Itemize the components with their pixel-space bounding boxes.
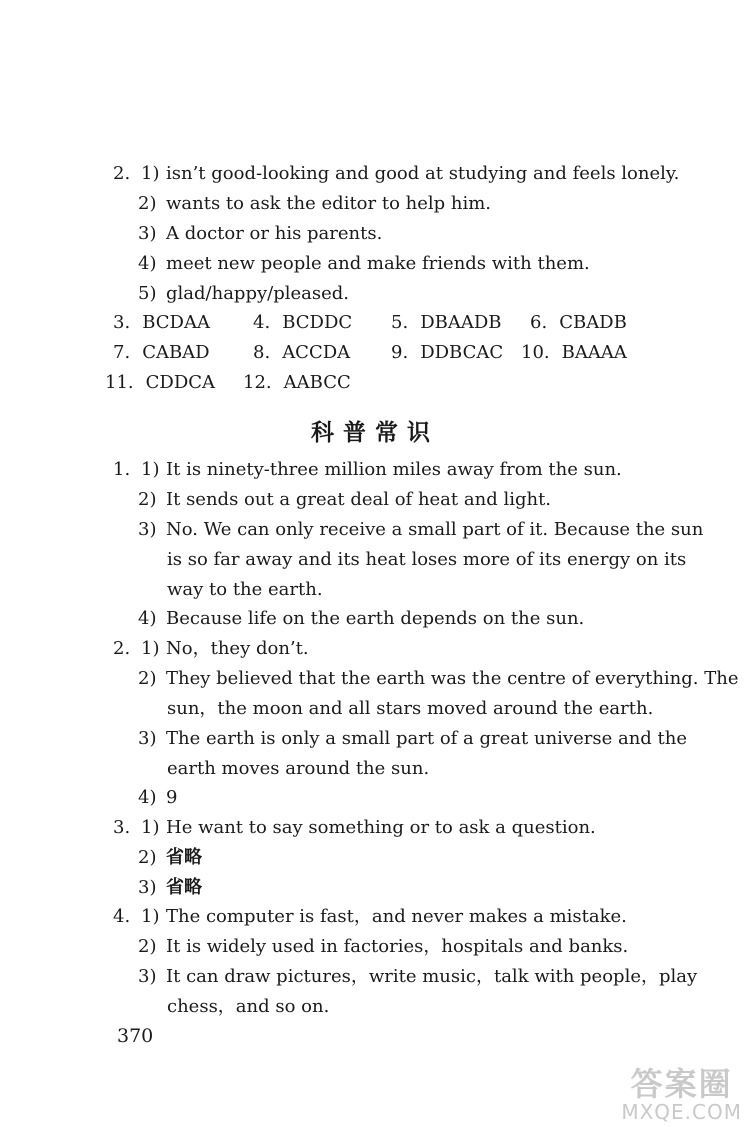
answer-key-item [105,371,215,395]
answer-key-number: 10. [521,342,550,363]
answer-text: They believed that the earth was the centre of everything. The [166,668,739,689]
answer-key-value: ACCDA [282,342,351,363]
answer-key-value: BCDDC [282,312,353,333]
answer-key-value: BAAAA [561,342,627,363]
question-number: 1. [113,459,131,480]
watermark-line2: MXQE.COM [621,1100,742,1124]
page-number: 370 [117,1025,154,1047]
answer-text: It is widely used in factories，hospitals and banks. [166,936,629,957]
answer-key-number: 12. [243,372,272,393]
answer-key-number: 9. [391,342,409,363]
answer-key-value: CABAD [142,342,210,363]
item-label: 3) [138,728,157,749]
answer-key-value: DDBCAC [420,342,504,363]
answer-text: earth moves around the sun. [167,758,430,779]
item-label: 1) [141,906,160,927]
item-label: 3) [138,877,157,898]
answer-text: isn’t good-looking and good at studying and feels lonely. [166,163,680,184]
answer-text: glad/happy/pleased. [166,283,349,304]
answer-text: It can draw pictures，write music，talk with people，play [166,966,698,987]
watermark-logo [621,1067,742,1123]
answer-text: 省略 [166,877,202,898]
answer-text: The earth is only a small part of a great universe and the [166,728,688,749]
item-label: 2) [138,847,157,868]
item-label: 2) [138,489,157,510]
answer-key-number: 8. [253,342,271,363]
answer-key-item [253,341,350,365]
question-number: 2. [113,638,131,659]
answer-text: The computer is fast，and never makes a mistake. [166,906,627,927]
answer-key-value: CBADB [559,312,627,333]
answer-text: meet new people and make friends with them. [166,253,590,274]
answer-text: Because life on the earth depends on the sun. [166,608,585,629]
answer-key-item [530,311,627,335]
answer-key-item [521,341,627,365]
answer-key-item [113,311,210,335]
answer-text: 9 [166,787,178,808]
answer-text: It sends out a great deal of heat and light. [166,489,552,510]
answer-key-item [113,341,210,365]
answer-key-item [243,371,351,395]
item-label: 5) [138,283,157,304]
answer-key-value: BCDAA [142,312,210,333]
item-label: 1) [141,817,160,838]
item-label: 3) [138,223,157,244]
answer-text: chess，and so on. [167,996,330,1017]
answer-text: He want to say something or to ask a question. [166,817,596,838]
item-label: 4) [138,787,157,808]
item-label: 4) [138,253,157,274]
answer-text: way to the earth. [167,579,323,600]
question-number: 4. [113,906,131,927]
answer-key-number: 4. [253,312,271,333]
answer-key-value: DBAADB [420,312,502,333]
item-label: 1) [141,163,160,184]
item-label: 4) [138,608,157,629]
answer-text: A doctor or his parents. [166,223,383,244]
answer-key-value: AABCC [283,372,351,393]
answer-key-number: 3. [113,312,131,333]
answer-text: 省略 [166,847,202,868]
question-number: 2. [113,163,131,184]
section-heading: 科普常识 [311,420,439,446]
answer-text: No. We can only receive a small part of it. Because the sun [166,519,704,540]
item-label: 3) [138,519,157,540]
item-label: 1) [141,638,160,659]
answer-key-item [391,311,502,335]
answer-text: is so far away and its heat loses more of its energy on its [167,549,687,570]
answer-key-number: 11. [105,372,134,393]
answer-text: No，they don’t. [166,638,309,659]
item-label: 2) [138,668,157,689]
item-label: 3) [138,966,157,987]
answer-key-number: 7. [113,342,131,363]
answer-key-number: 5. [391,312,409,333]
item-label: 1) [141,459,160,480]
question-number: 3. [113,817,131,838]
watermark-line1: 答案圈 [630,1065,733,1103]
item-label: 2) [138,936,157,957]
answer-text: sun，the moon and all stars moved around the earth. [167,698,654,719]
answer-key-number: 6. [530,312,548,333]
answer-text: wants to ask the editor to help him. [166,193,492,214]
answer-text: It is ninety-three million miles away from the sun. [166,459,622,480]
answer-key-value: CDDCA [145,372,216,393]
answer-key-item [391,341,503,365]
answer-key-item [253,311,352,335]
item-label: 2) [138,193,157,214]
